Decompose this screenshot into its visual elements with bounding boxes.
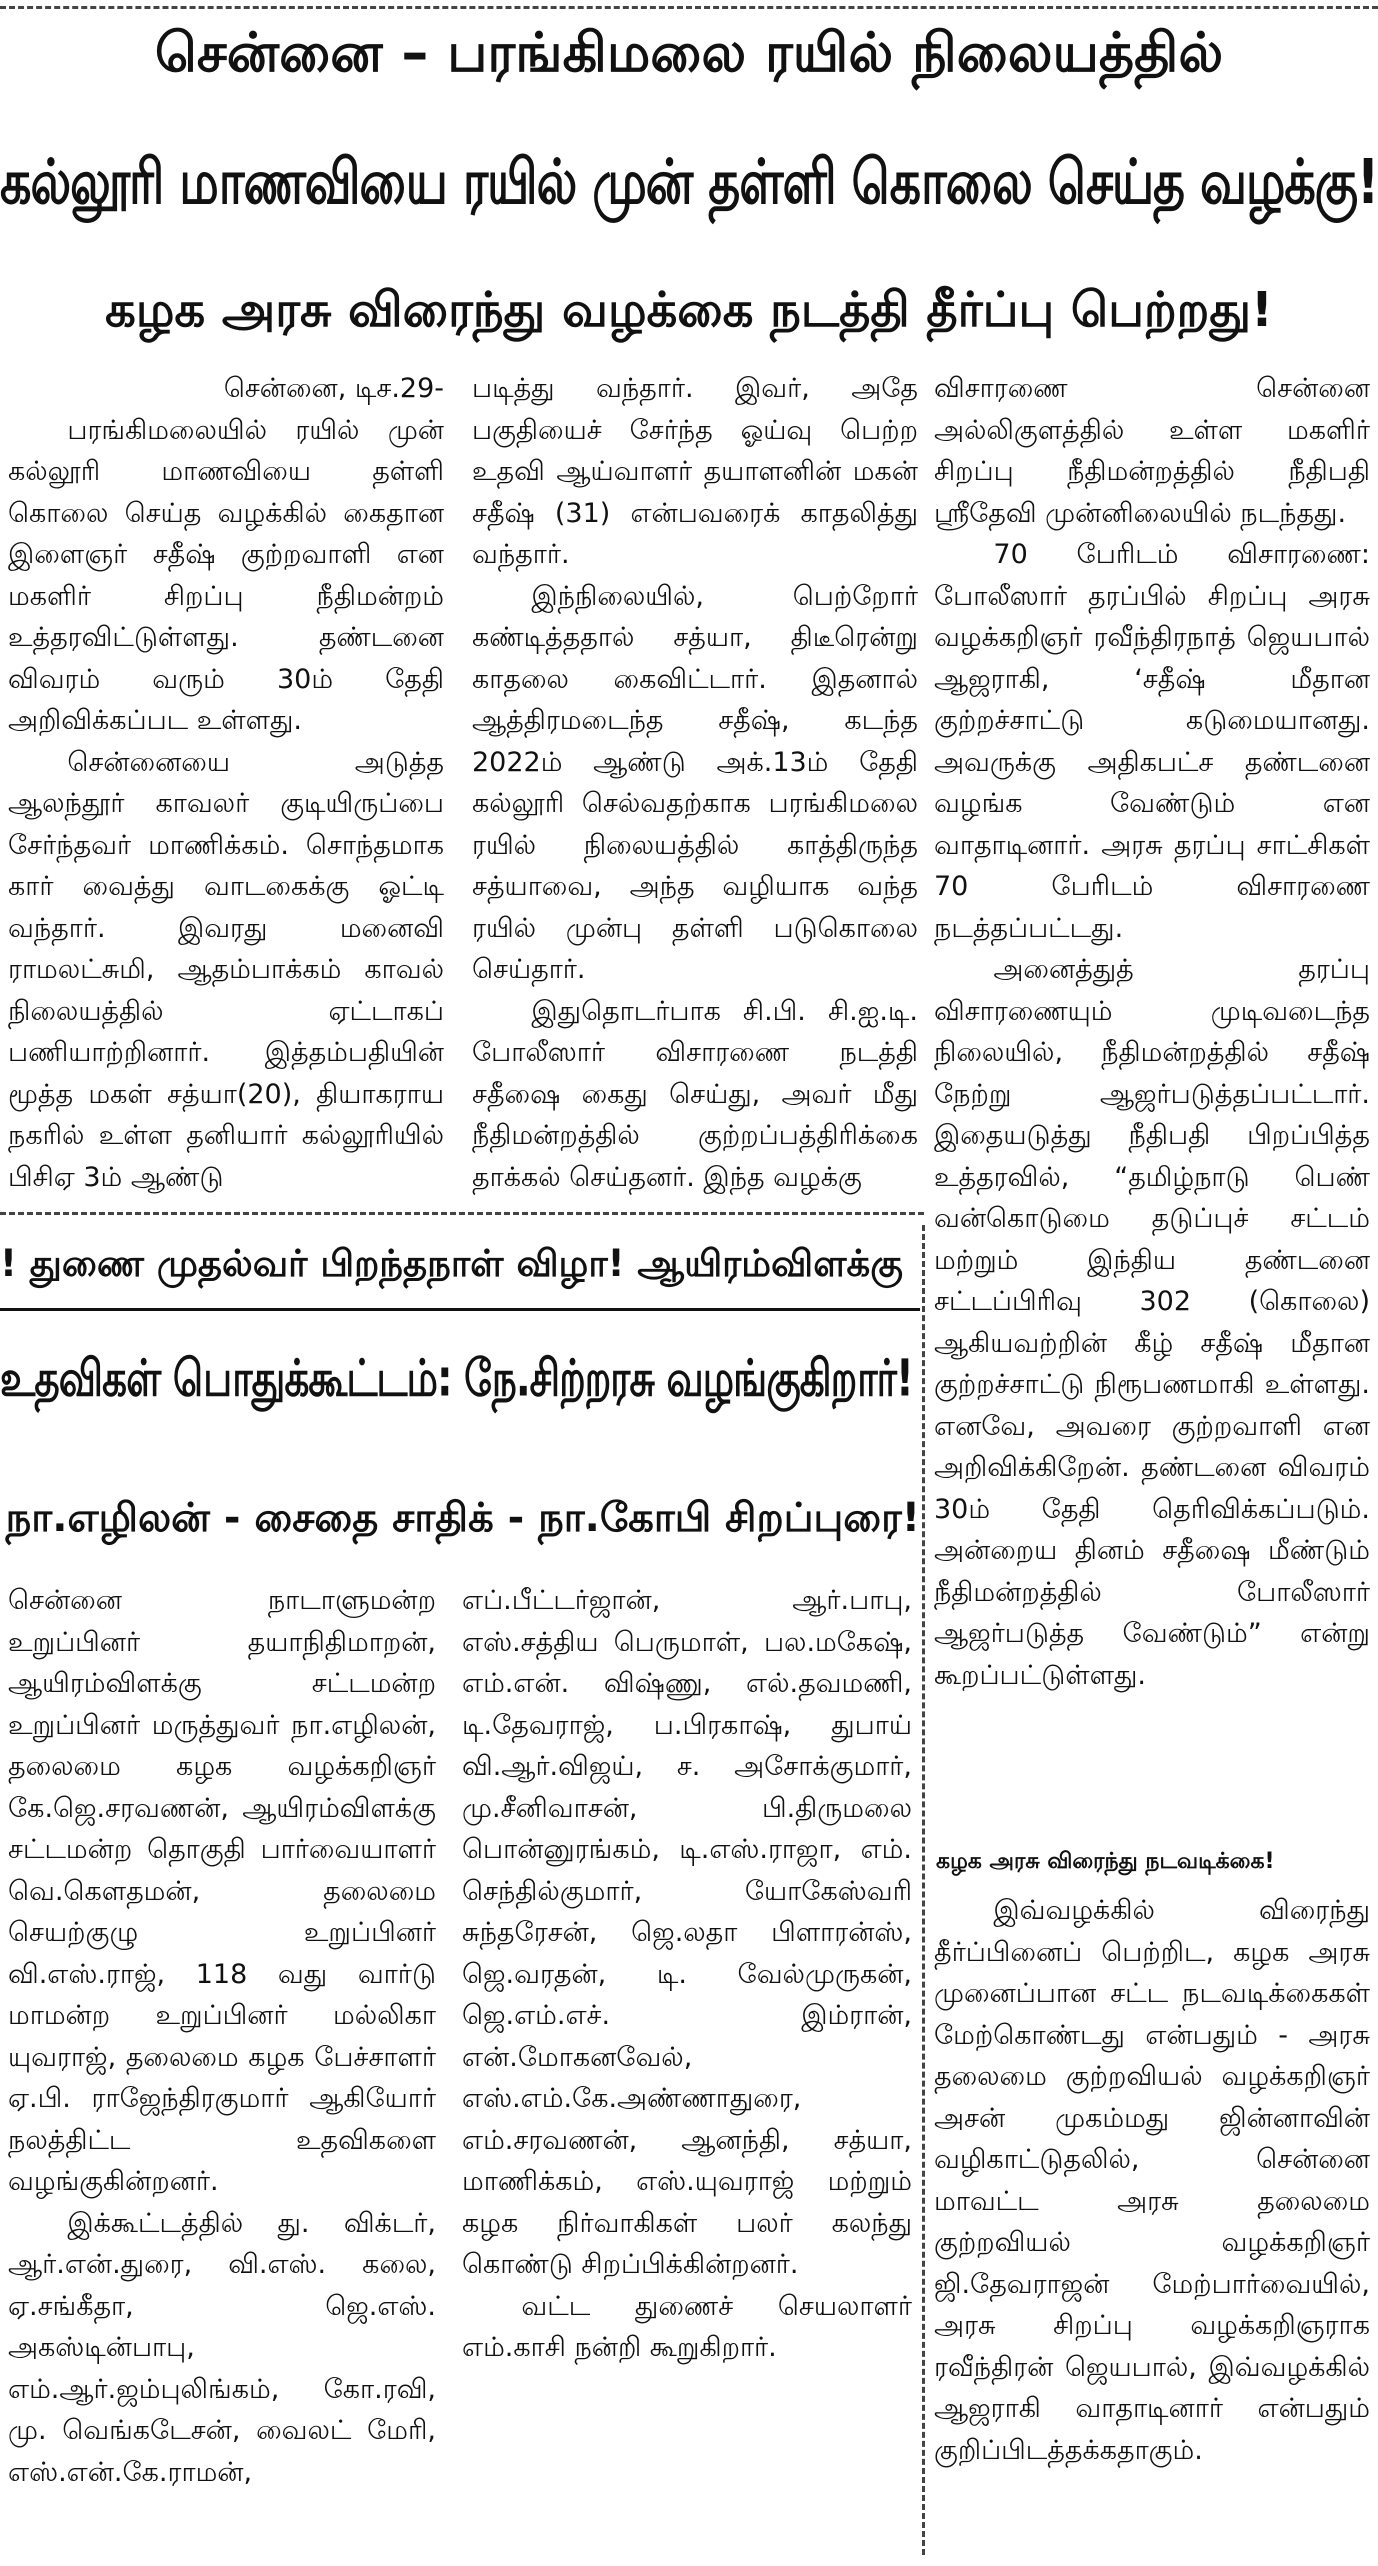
- box-right-dashed-border: [922, 1225, 925, 2555]
- box-column-2: [462, 1580, 912, 2560]
- paragraph: படித்து வந்தார். இவர், அதே பகுதியைச் சேர்ந்த ஓய்வு பெற்ற உதவி ஆய்வாளர் தயாளனின் மகன் சதீஷ் (31) என்பவரைக் காதலித்து வந்தார்.: [472, 373, 918, 570]
- main-headline: கல்லூரி மாணவியை ரயில் முன் தள்ளி கொலை செய்த வழக்கு!: [0, 146, 1378, 218]
- paragraph: பரங்கிமலையில் ரயில் முன் கல்லூரி மாணவியை தள்ளி கொலை செய்த வழக்கில் கைதான இளைஞர் சதீஷ் குற்றவாளி என மகளிர் சிறப்பு நீதிமன்றம் உத்தரவிட்டுள்ளது. தண்டனை விவரம் வரும் 30ம் தேதி அறிவிக்கப்பட உள்ளது.: [8, 414, 444, 736]
- box-headline: [0, 1320, 920, 1440]
- box-top-dashed-border: [0, 1212, 924, 1215]
- article-column-1: [8, 368, 444, 1203]
- divider: [0, 1308, 920, 1311]
- dateline: சென்னை, டிச.29-: [223, 373, 444, 404]
- paragraph: இக்கூட்டத்தில் து. விக்டர், ஆர்.என்.துரை, வி.எஸ். கலை, ஏ.சங்கீதா, ஜெ.எஸ். அகஸ்டின்பாபு, எம்.ஆர்.ஜம்புலிங்கம், கோ.ரவி, மு. வெங்கடேசன், வைலட் மேரி, எஸ்.என்.கே.ராமன்,: [8, 2207, 436, 2488]
- article-column-3-continued: [934, 1890, 1370, 2550]
- paragraph: வட்ட துணைச் செயலாளர் எம்.காசி நன்றி கூறுகிறார்.: [462, 2290, 912, 2363]
- box-kicker: ! துணை முதல்வர் பிறந்தநாள் விழா! ஆயிரம்விளக்கு: [0, 1242, 903, 1285]
- paragraph: விசாரணை சென்னை அல்லிகுளத்தில் உள்ள மகளிர் சிறப்பு நீதிமன்றத்தில் நீதிபதி ஸ்ரீதேவி முன்னிலையில் நடந்தது.: [934, 373, 1370, 529]
- top-dashed-border: [0, 6, 1378, 9]
- kicker-heading: சென்னை – பரங்கிமலை ரயில் நிலையத்தில்: [154, 21, 1224, 84]
- paragraph: சென்னை நாடாளுமன்ற உறுப்பினர் தயாநிதிமாறன், ஆயிரம்விளக்கு சட்டமன்ற உறுப்பினர் மருத்துவர் நா.எழிலன், தலைமை கழக வழக்கறிஞர் கே.ஜெ.சரவணன், ஆயிரம்விளக்கு சட்டமன்ற தொகுதி பார்வையாளர் வெ.கௌதமன், தலைமை செயற்குழு உறுப்பினர் வி.எஸ்.ராஜ், 118 வது வார்டு மாமன்ற உறுப்பினர் மல்லிகா யுவராஜ், தலைமை கழக பேச்சாளர் ஏ.பி. ராஜேந்திரகுமார் ஆகியோர் நலத்திட்ட உதவிகளை வழங்குகின்றனர்.: [8, 1585, 436, 2197]
- section-subheading: கழக அரசு விரைந்து நடவடிக்கை!: [936, 1849, 1275, 1874]
- box-subheading: நா.எழிலன் - சைதை சாதிக் - நா.கோபி சிறப்புரை!: [5, 1495, 920, 1541]
- article-column-3: [934, 368, 1370, 1838]
- paragraph: சென்னையை அடுத்த ஆலந்தூர் காவலர் குடியிருப்பை சேர்ந்தவர் மாணிக்கம். சொந்தமாக கார் வைத்து வாடகைக்கு ஓட்டி வந்தார். இவரது மனைவி ராமலட்சுமி, ஆதம்பாக்கம் காவல் நிலையத்தில் ஏட்டாகப் பணியாற்றினார். இத்தம்பதியின் மூத்த மகள் சத்யா(20), தியாகராய நகரில் உள்ள தனியார் கல்லூரியில் பிசிஏ 3ம் ஆண்டு: [8, 746, 444, 1193]
- paragraph: இந்நிலையில், பெற்றோர் கண்டித்ததால் சத்யா, திடீரென்று காதலை கைவிட்டார். இதனால் ஆத்திரமடைந்த சதீஷ், கடந்த 2022ம் ஆண்டு அக்.13ம் தேதி கல்லூரி செல்வதற்காக பரங்கிமலை ரயில் நிலையத்தில் காத்திருந்த சத்யாவை, அந்த வழியாக வந்த ரயில் முன்பு தள்ளி படுகொலை செய்தார்.: [472, 580, 918, 985]
- sub-headline: கழக அரசு விரைந்து வழக்கை நடத்தி தீர்ப்பு பெற்றது!: [105, 282, 1273, 338]
- article-column-2: [472, 368, 918, 1203]
- paragraph: இதுதொடர்பாக சி.பி. சி.ஐ.டி. போலீஸார் விசாரணை நடத்தி சதீஷை கைது செய்து, அவர் மீது நீதிமன்றத்தில் குற்றப்பத்திரிக்கை தாக்கல் செய்தனர். இந்த வழக்கு: [472, 995, 918, 1193]
- paragraph: 70 பேரிடம் விசாரணை: போலீஸார் தரப்பில் சிறப்பு அரசு வழக்கறிஞர் ரவீந்திரநாத் ஜெயபால் ஆஜராகி, ‘சதீஷ் மீதான குற்றச்சாட்டு கடுமையானது. அவருக்கு அதிகபட்ச தண்டனை வழங்க வேண்டும் என வாதாடினார். அரசு தரப்பு சாட்சிகள் 70 பேரிடம் விசாரணை நடத்தப்பட்டது.: [934, 539, 1370, 944]
- paragraph: எப்.பீட்டர்ஜான், ஆர்.பாபு, எஸ்.சத்திய பெருமாள், பல.மகேஷ், எம்.என். விஷ்ணு, எல்.தவமணி, டி.தேவராஜ், ப.பிரகாஷ், துபாய் வி.ஆர்.விஜய், ச. அசோக்குமார், மு.சீனிவாசன், பி.திருமலை பொன்னுரங்கம், டி.எஸ்.ராஜா, எம். செந்தில்குமார், யோகேஸ்வரி சுந்தரேசன், ஜெ.லதா பிளாரன்ஸ், ஜெ.வரதன், டி. வேல்முருகன், ஜெ.எம்.எச். இம்ரான், என்.மோகனவேல், எஸ்.எம்.கே.அண்ணாதுரை, எம்.சரவணன், ஆனந்தி, சத்யா, மாணிக்கம், எஸ்.யுவராஜ் மற்றும் கழக நிர்வாகிகள் பலர் கலந்து கொண்டு சிறப்பிக்கின்றனர்.: [462, 1585, 912, 2280]
- box-column-1: [8, 1580, 436, 2560]
- paragraph: அனைத்துத் தரப்பு விசாரணையும் முடிவடைந்த நிலையில், நீதிமன்றத்தில் சதீஷ் நேற்று ஆஜர்படுத்தப்பட்டார். இதையடுத்து நீதிபதி பிறப்பித்த உத்தரவில், “தமிழ்நாடு பெண் வன்கொடுமை தடுப்புச் சட்டம் மற்றும் இந்திய தண்டனை சட்டப்பிரிவு 302 (கொலை) ஆகியவற்றின் கீழ் சதீஷ் மீதான குற்றச்சாட்டு நிரூபணமாகி உள்ளது. எனவே, அவரை குற்றவாளி என அறிவிக்கிறேன். தண்டனை விவரம் 30ம் தேதி தெரிவிக்கப்படும். அன்றைய தினம் சதீஷை மீண்டும் நீதிமன்றத்தில் போலீஸார் ஆஜர்படுத்த வேண்டும்” என்று கூறப்பட்டுள்ளது.: [934, 954, 1370, 1691]
- paragraph: இவ்வழக்கில் விரைந்து தீர்ப்பினைப் பெற்றிட, கழக அரசு முனைப்பான சட்ட நடவடிக்கைகள் மேற்கொண்டது என்பதும் - அரசு தலைமை குற்றவியல் வழக்கறிஞர் அசன் முகம்மது ஜின்னாவின் வழிகாட்டுதலில், சென்னை மாவட்ட அரசு தலைமை குற்றவியல் வழக்கறிஞர் ஜி.தேவராஜன் மேற்பார்வையில், அரசு சிறப்பு வழக்கறிஞராக ரவீந்திரன் ஜெயபால், இவ்வழக்கில் ஆஜராகி வாதாடினார் என்பதும் குறிப்பிடத்தக்கதாகும்.: [934, 1895, 1370, 2466]
- box-headline-text: உதவிகள் பொதுக்கூட்டம்: நே.சிற்றரசு வழங்குகிறார்!: [0, 1350, 913, 1409]
